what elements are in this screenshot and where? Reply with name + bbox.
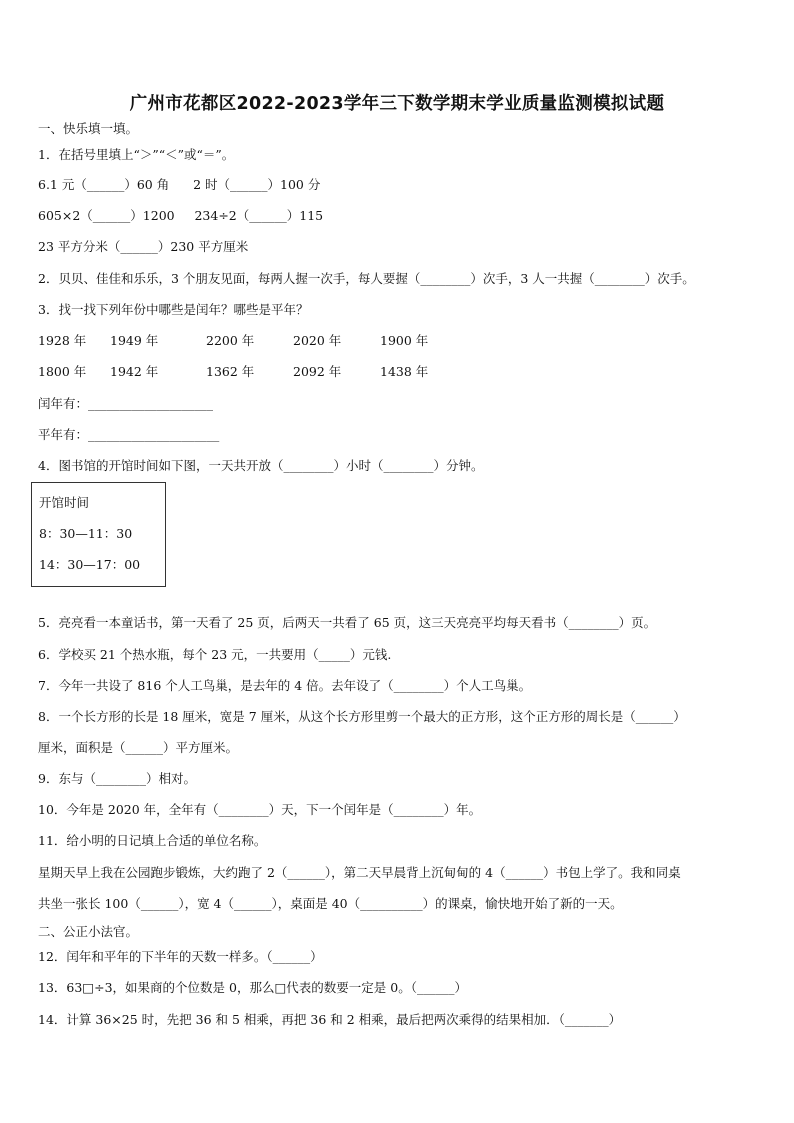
- page-title: 广州市花都区2022-2023学年三下数学期末学业质量监测模拟试题: [129, 94, 665, 114]
- question-11: 11．给小明的日记填上合适的单位名称。: [38, 833, 267, 848]
- year-row-2: [38, 364, 458, 380]
- common-years-answer: 平年有：_____________________: [38, 427, 220, 442]
- opening-hours-morning: 8：30—11：30: [39, 526, 133, 541]
- section-heading-2: 二、公正小法官。: [38, 924, 139, 939]
- question-11-line-1: 星期天早上我在公园跑步锻炼，大约跑了 2（______），第二天早晨背上沉甸甸的 4（______）书包上学了。我和同桌: [38, 865, 681, 880]
- opening-hours-box: [31, 482, 166, 587]
- year-item: 1928 年: [38, 333, 87, 348]
- question-6: 6．学校买 21 个热水瓶，每个 23 元，一共要用（_____）元钱.: [38, 647, 392, 662]
- question-10: 10．今年是 2020 年，全年有（________）天，下一个闰年是（________）年。: [38, 802, 482, 817]
- year-item: 1800 年: [38, 364, 87, 379]
- year-item: 1942 年: [110, 364, 159, 379]
- year-item: 1362 年: [206, 364, 255, 379]
- question-2: 2．贝贝、佳佳和乐乐，3 个朋友见面，每两人握一次手，每人要握（________）次手，3 人一共握（________）次手。: [38, 271, 695, 286]
- question-3: 3．找一找下列年份中哪些是闰年？哪些是平年？: [38, 302, 309, 317]
- leap-years-answer: 闰年有：____________________: [38, 396, 214, 411]
- year-item: 2200 年: [206, 333, 255, 348]
- question-7: 7．今年一共设了 816 个人工鸟巢，是去年的 4 倍。去年设了（________）个人工鸟巢。: [38, 678, 532, 693]
- question-1-line-2: 605×2（______）1200 234÷2（______）115: [38, 208, 324, 223]
- year-item: 1900 年: [380, 333, 429, 348]
- question-8-line-2: 厘米，面积是（______）平方厘米。: [38, 740, 239, 755]
- question-5: 5．亮亮看一本童话书，第一天看了 25 页，后两天一共看了 65 页，这三天亮亮平均每天看书（________）页。: [38, 615, 657, 630]
- question-9: 9．东与（________）相对。: [38, 771, 196, 786]
- question-11-line-2: 共坐一张长 100（______），宽 4（______），桌面是 40（__________）的课桌，愉快地开始了新的一天。: [38, 896, 623, 911]
- question-1: 1．在括号里填上“＞”“＜”或“＝”。: [38, 147, 235, 162]
- year-item: 2020 年: [293, 333, 342, 348]
- opening-hours-afternoon: 14：30—17：00: [39, 557, 141, 572]
- question-4: 4．图书馆的开馆时间如下图，一天共开放（________）小时（________）分钟。: [38, 458, 484, 473]
- year-row-1: [38, 333, 458, 349]
- section-heading-1: 一、快乐填一填。: [38, 121, 139, 136]
- year-item: 1949 年: [110, 333, 159, 348]
- question-14: 14．计算 36×25 时，先把 36 和 5 相乘，再把 36 和 2 相乘，最后把两次乘得的结果相加．（_______）: [38, 1012, 622, 1027]
- question-8-line-1: 8．一个长方形的长是 18 厘米，宽是 7 厘米，从这个长方形里剪一个最大的正方形，这个正方形的周长是（______）: [38, 709, 686, 724]
- year-item: 1438 年: [380, 364, 429, 379]
- question-12: 12．闰年和平年的下半年的天数一样多。（______）: [38, 949, 323, 964]
- question-1-line-1: 6.1 元（______）60 角 2 时（______）100 分: [38, 177, 321, 192]
- question-1-line-3: 23 平方分米（______）230 平方厘米: [38, 239, 249, 254]
- question-13: 13．63□÷3，如果商的个位数是 0，那么□代表的数要一定是 0。（______）: [38, 980, 467, 995]
- opening-hours-title: 开馆时间: [39, 495, 90, 510]
- year-item: 2092 年: [293, 364, 342, 379]
